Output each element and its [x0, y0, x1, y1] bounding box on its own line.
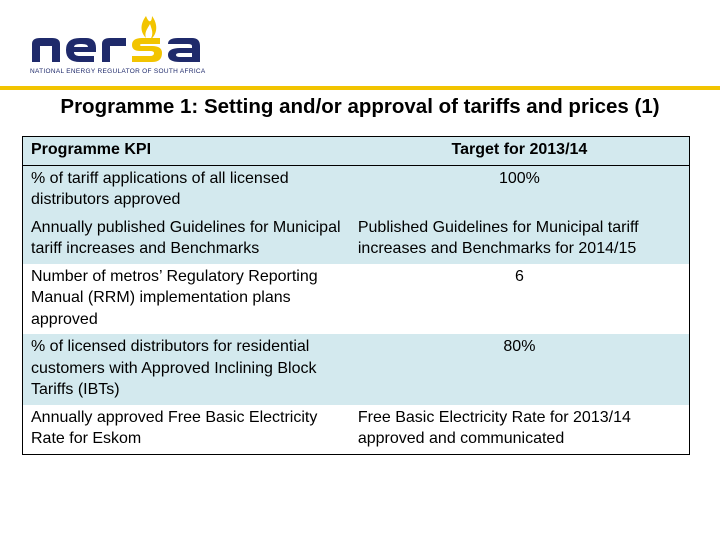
- logo-letter-a: [168, 38, 200, 62]
- table-header-row: [23, 137, 690, 166]
- target-cell: 80%: [503, 338, 536, 355]
- nersa-logo-mark: [28, 10, 218, 66]
- page-title: Programme 1: Setting and/or approval of tariffs and prices (1): [60, 95, 660, 118]
- table-row: [23, 405, 690, 455]
- table-row: [23, 264, 690, 335]
- logo-letter-s: [132, 38, 162, 62]
- logo-letter-n: [32, 38, 60, 62]
- target-cell: 6: [514, 267, 524, 285]
- table-row: [23, 334, 690, 405]
- column-header-target: Target for 2013/14: [350, 137, 690, 166]
- flame-icon: [142, 16, 157, 40]
- kpi-cell: Number of metros’ Regulatory Reporting Manual (RRM) implementation plans approved: [31, 267, 318, 328]
- target-cell: Free Basic Electricity Rate for 2013/14 approved and communicated: [357, 408, 631, 447]
- kpi-cell: % of tariff applications of all licensed distributors approved: [31, 169, 289, 208]
- nersa-logo: [28, 10, 218, 80]
- table-row: [23, 165, 690, 215]
- logo-letter-r: [102, 38, 126, 62]
- header-rule: [0, 86, 720, 90]
- logo-letter-e: [66, 38, 96, 62]
- table-row: [23, 215, 690, 264]
- target-cell: Published Guidelines for Municipal tariff increases and Benchmarks for 2014/15: [357, 218, 639, 257]
- kpi-cell: Annually published Guidelines for Municipal tariff increases and Benchmarks: [31, 218, 341, 257]
- kpi-cell: % of licensed distributors for residential customers with Approved Inclining Block Tariffs (IBTs): [31, 338, 317, 398]
- kpi-table: [22, 136, 690, 455]
- kpi-cell: Annually approved Free Basic Electricity Rate for Eskom: [31, 408, 318, 447]
- column-header-kpi: Programme KPI: [23, 137, 350, 166]
- logo-tagline: NATIONAL ENERGY REGULATOR OF SOUTH AFRICA: [30, 68, 206, 75]
- target-cell: 100%: [498, 169, 540, 187]
